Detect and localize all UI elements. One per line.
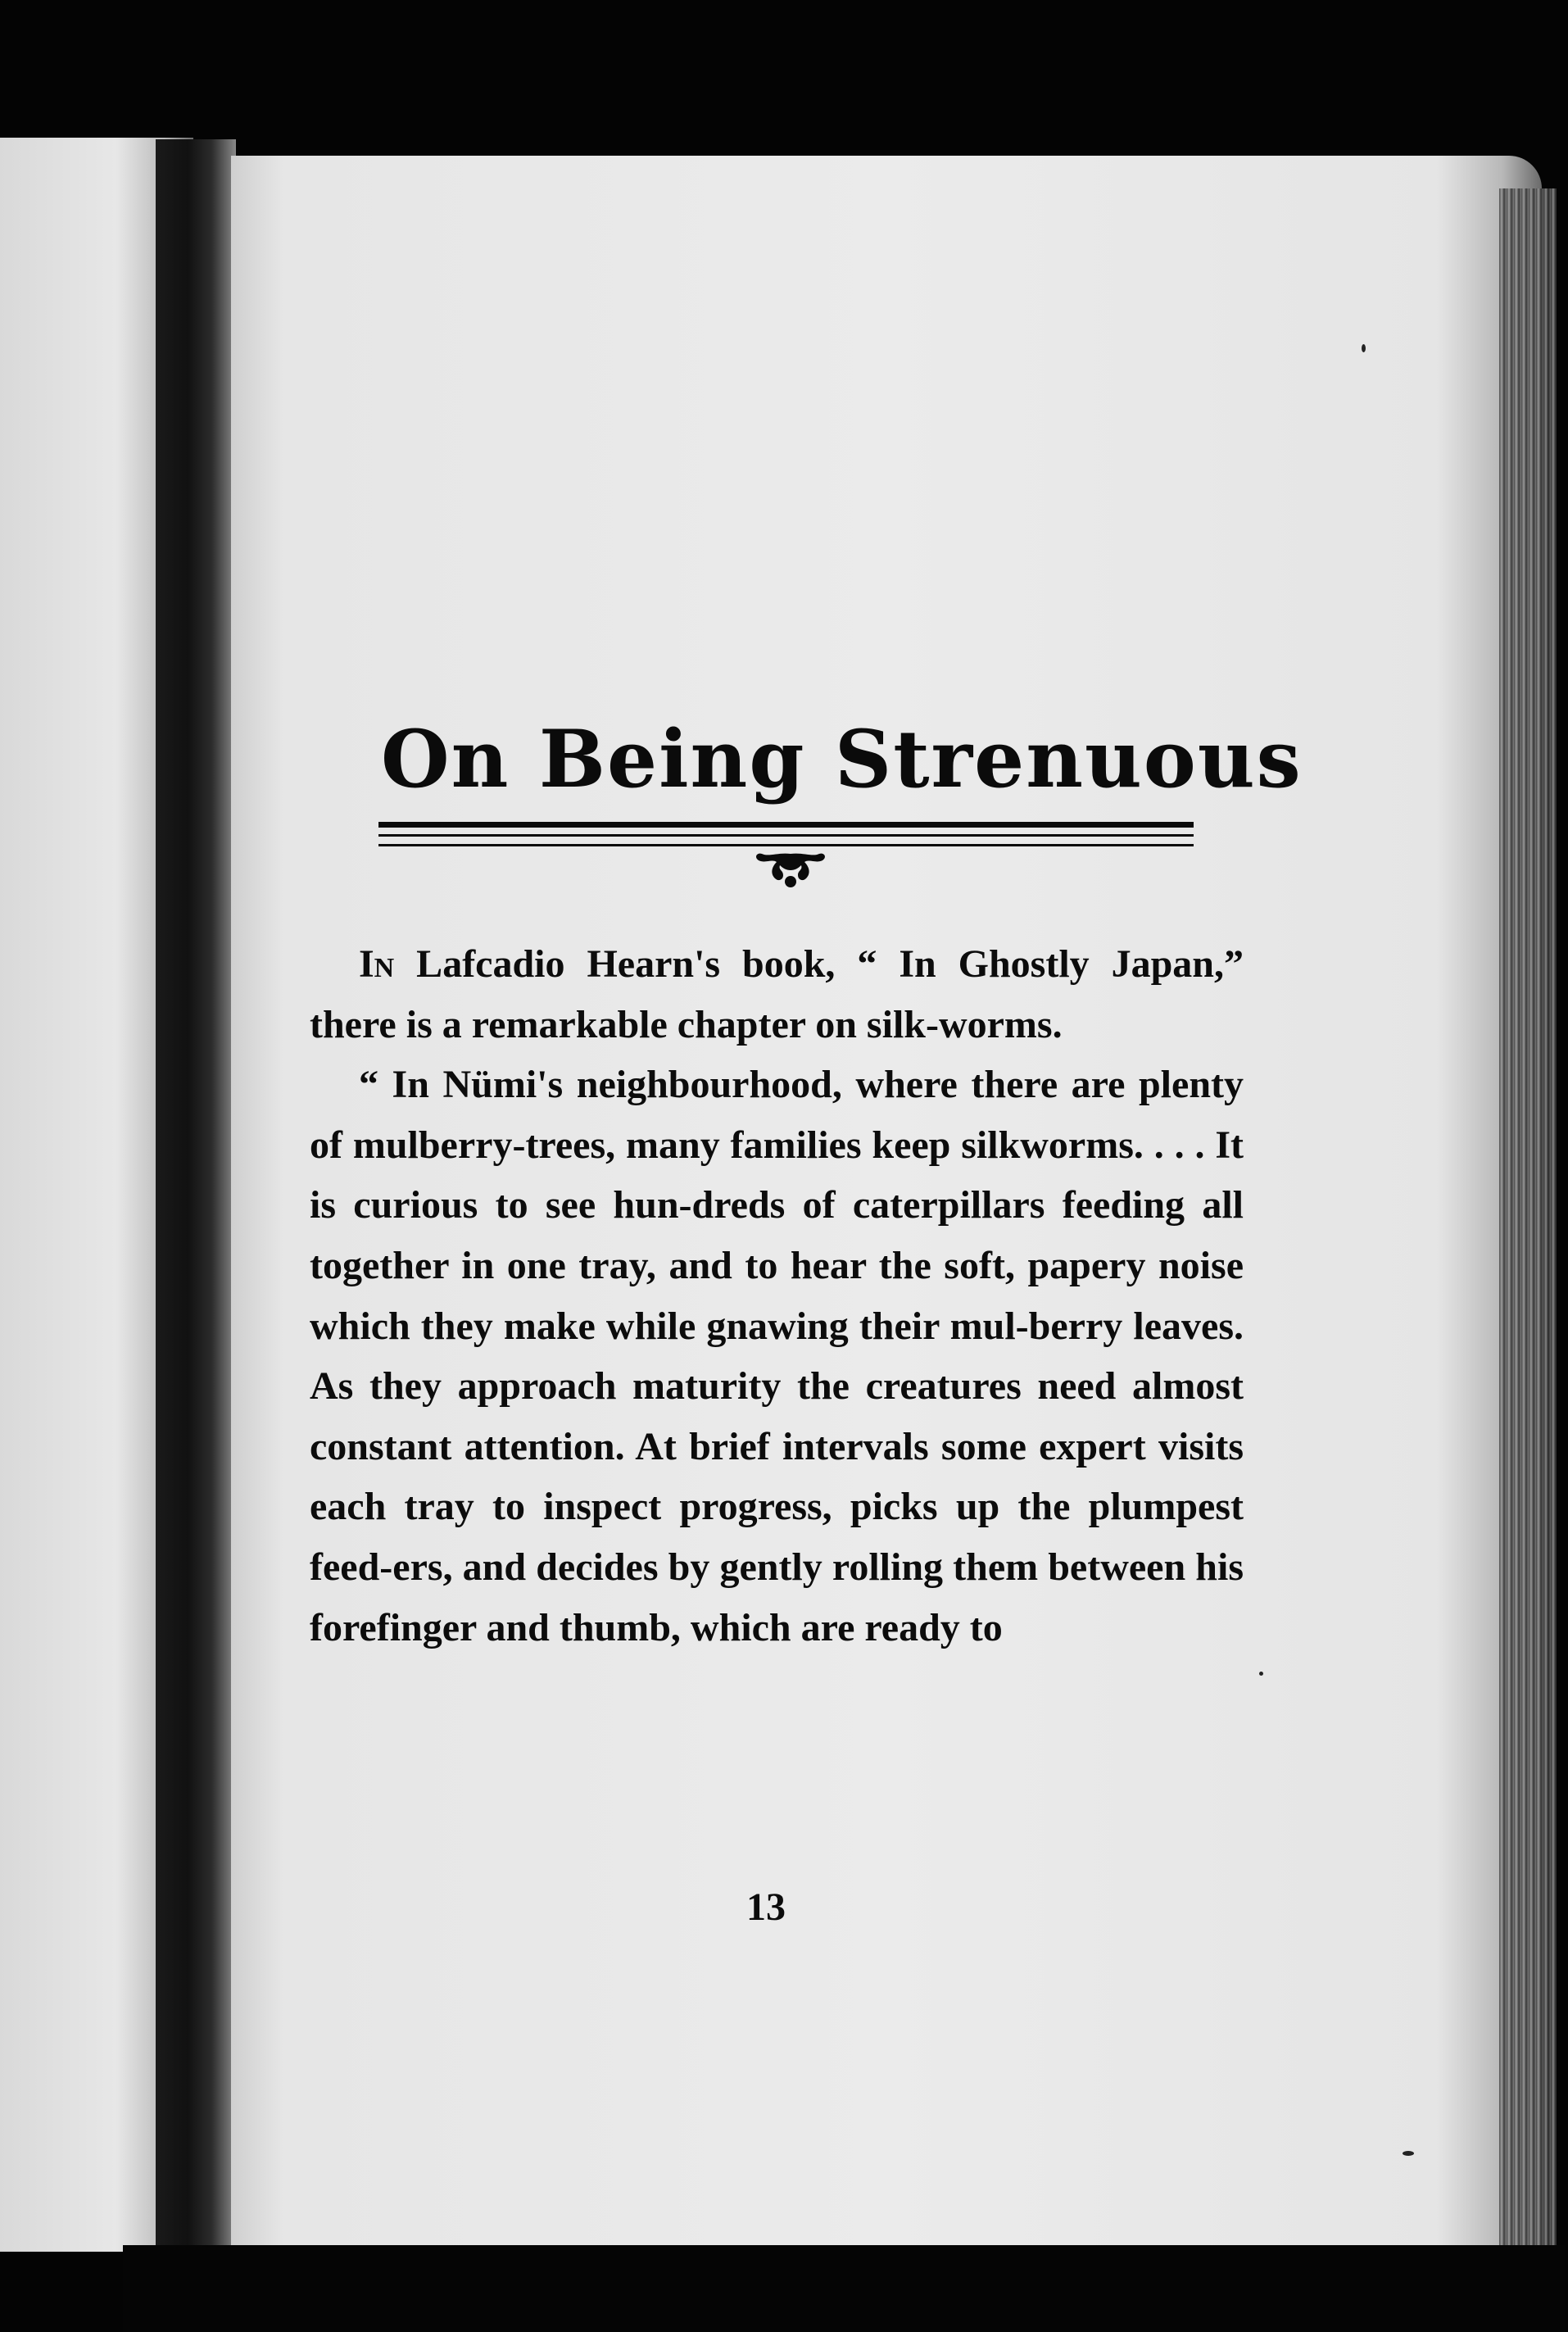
page-number: 13 bbox=[746, 1885, 786, 1929]
title-rule bbox=[378, 844, 1194, 846]
dust-speck bbox=[1259, 1672, 1263, 1676]
book-spine bbox=[156, 139, 236, 2249]
bottom-shadow bbox=[123, 2245, 1565, 2332]
small-caps-lead: In bbox=[359, 942, 395, 986]
paragraph-text: Lafcadio Hearn's book, “ In Ghostly Japan,” there is a remarkable chapter on silk-worms. bbox=[310, 942, 1244, 1046]
paragraph bbox=[310, 1055, 1244, 1658]
title-rule bbox=[378, 822, 1194, 828]
paragraph bbox=[310, 934, 1244, 1055]
fleuron-ornament-icon bbox=[754, 849, 827, 895]
dust-speck bbox=[1362, 344, 1366, 352]
chapter-title: On Being Strenuous bbox=[381, 713, 1303, 805]
paragraph-text: “ In Nümi's neighbourhood, where there are plenty of mulberry-trees, many families keep silkworms. . . . It is curious to see hun-dreds of caterpillars feeding all together in one tray, and to hear the soft, papery noise which they make while gnawing their mul-berry leaves. As they approach maturity the creatures need almost constant attention. At brief intervals some expert visits each tray to inspect progress, picks up the plumpest feed-ers, and decides by gently rolling them between his forefinger and thumb, which are ready to bbox=[310, 1063, 1244, 1649]
page-edges bbox=[1499, 188, 1557, 2286]
chapter-text bbox=[310, 934, 1244, 1658]
dust-speck bbox=[1403, 2151, 1414, 2156]
title-rule bbox=[378, 834, 1194, 837]
